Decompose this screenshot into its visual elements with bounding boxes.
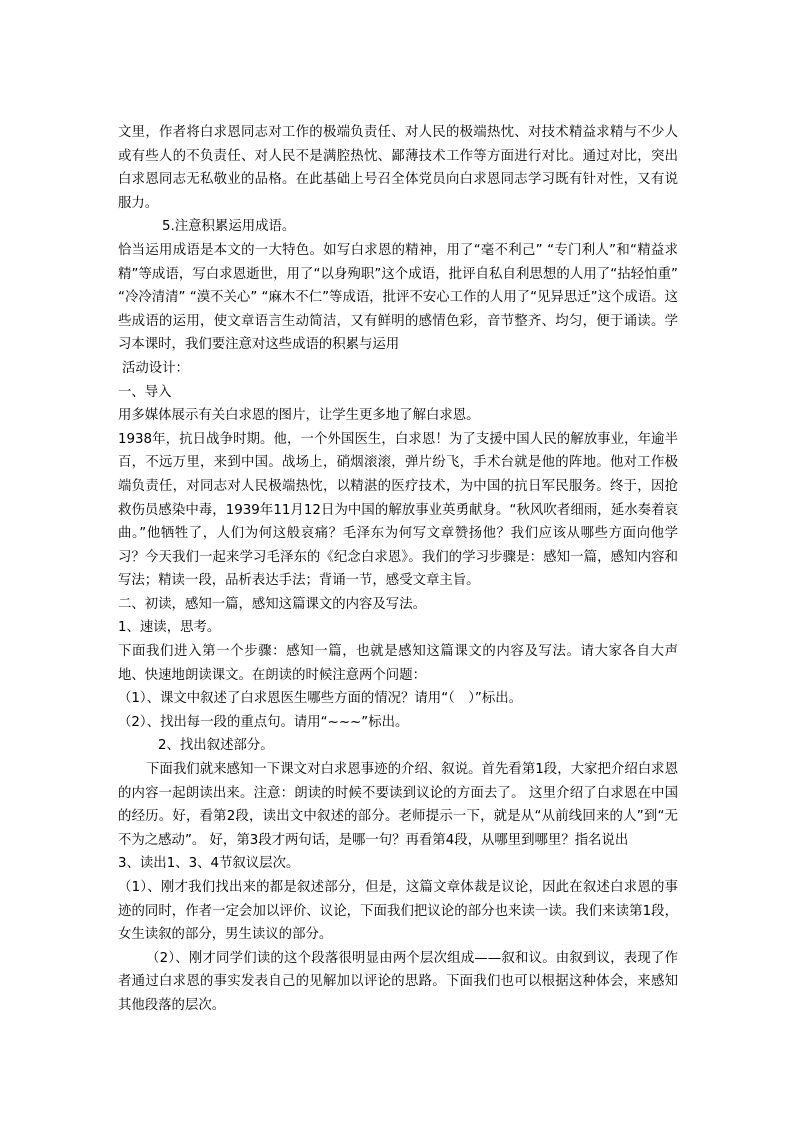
document-body (118, 121, 678, 1018)
paragraph-idioms: 恰当运用成语是本文的一大特色。如写白求恩的精神，用了“毫不利己” “专门利人”和“精益求精”等成语，写白求恩逝世，用了“以身殉职”这个成语，批评自私自利思想的人用了“拈轻怕重” “冷冷清清” “漠不关心” “麻木不仁”等成语，批评不安心工作的人用了“见异思迁”这个成语。这些成语的运用，使文章语言生动简洁，又有鲜明的感情色彩，音节整齐、均匀，便于诵读。学习本课时，我们要注意对这些成语的积累与运用 (118, 242, 678, 353)
heading-narration: 2、找出叙述部分。 (158, 738, 274, 754)
heading-idioms: 5.注意积累运用成语。 (162, 219, 296, 235)
heading-first-reading: 二、初读，感知一篇，感知这篇课文的内容及写法。 (118, 596, 426, 612)
heading-speed-reading: 1、速读，思考。 (118, 620, 221, 636)
question-1: （1）、课文中叙述了白求恩医生哪些方面的情况？请用“（ ）”标出。 (118, 691, 523, 707)
question-2: （2）、找出每一段的重点句。请用“~~~”标出。 (118, 714, 409, 730)
paragraph-step-one: 下面我们进入第一个步骤：感知一篇，也就是感知这篇课文的内容及写法。请大家各自大声地、快速地朗读课文。在朗读的时候注意两个问题： (118, 644, 678, 683)
paragraph-contrast-summary: 文里，作者将白求恩同志对工作的极端负责任、对人民的极端热忱、对技术精益求精与不少人或有些人的不负责任、对人民不是满腔热忱、鄙薄技术工作等方面进行对比。通过对比，突出白求恩同志无私敬业的品格。在此基础上号召全体党员向白求恩同志学习既有针对性，又有说服力。 (118, 125, 678, 211)
paragraph-layers-1: （1）、刚才我们找出来的都是叙述部分，但是，这篇文章体裁是议论，因此在叙述白求恩的事迹的同时，作者一定会加以评价、议论，下面我们把议论的部分也来读一读。我们来读第1段，女生读叙的部分，男生读议的部分。 (118, 880, 678, 943)
paragraph-multimedia: 用多媒体展示有关白求恩的图片，让学生更多地了解白求恩。 (118, 408, 480, 424)
paragraph-narration: 下面我们就来感知一下课文对白求恩事迹的介绍、叙说。首先看第1段，大家把介绍白求恩的内容一起朗读出来。注意：朗读的时候不要读到议论的方面去了。 这里介绍了白求恩在中国的经历。好，看第2段，读出文中叙述的部分。老师提示一下，就是从“从前线回来的人”到“无不为之感动”。 好，第3段才两句话，是哪一句？再看第4段，从哪里到哪里？指名说出 (118, 762, 678, 848)
paragraph-bethune-story: 1938年，抗日战争时期。他，一个外国医生，白求恩！为了支援中国人民的解放事业，年逾半百，不远万里，来到中国。战场上，硝烟滚滚，弹片纷飞，手术台就是他的阵地。他对工作极端负责任，对同志对人民极端热忱，以精湛的医疗技术，为中国的抗日军民服务。终于，因抢救伤员感染中毒，1939年11月12日为中国的解放事业英勇献身。“秋风吹者细雨，延水奏着哀曲。”他牺牲了，人们为何这般哀痛？毛泽东为何写文章赞扬他？我们应该从哪些方面向他学习？今天我们一起来学习毛泽东的《纪念白求恩》。我们的学习步骤是：感知一篇，感知内容和写法；精读一段，品析表达手法；背诵一节，感受文章主旨。 (118, 431, 678, 589)
heading-layers: 3、读出1、3、4节叙议层次。 (118, 856, 300, 872)
heading-introduction: 一、导入 (118, 384, 172, 400)
paragraph-layers-2: （2）、刚才同学们读的这个段落很明显由两个层次组成——叙和议。由叙到议，表现了作者通过白求恩的事实发表自己的见解加以评论的思路。下面我们也可以根据这种体会，来感知其他段落的层次。 (118, 950, 678, 1013)
heading-activity-design: 活动设计： (122, 360, 189, 376)
